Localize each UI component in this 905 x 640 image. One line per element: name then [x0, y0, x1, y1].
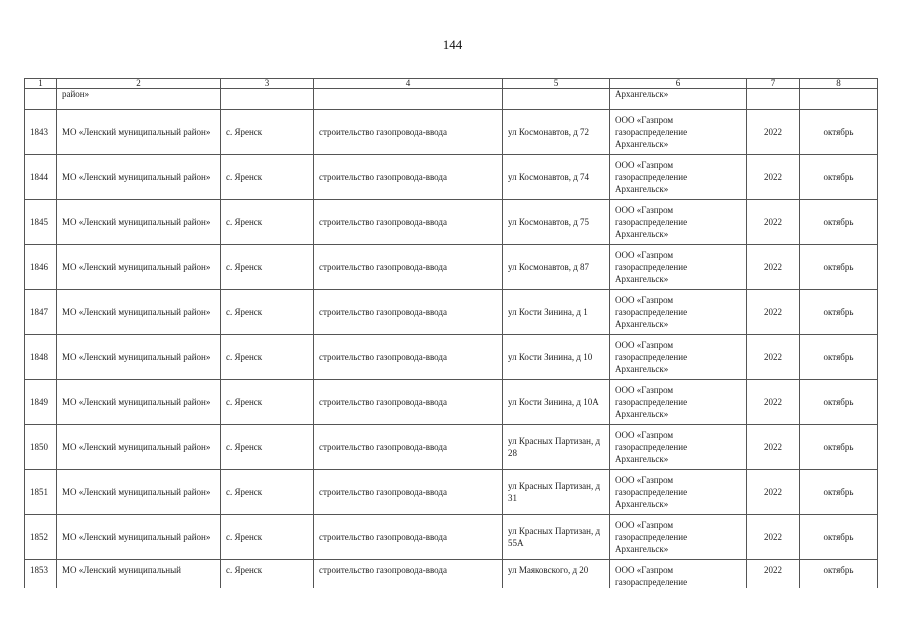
cell-address: ул Космонавтов, д 87 [503, 245, 610, 290]
column-number: 6 [610, 79, 747, 89]
cell-work-type: строительство газопровода-ввода [314, 245, 503, 290]
cell-empty [800, 89, 878, 110]
cell-locality: с. Яренск [221, 425, 314, 470]
cell-district: район» [57, 89, 221, 110]
cell-year: 2022 [747, 425, 800, 470]
cell-district: МО «Ленский муниципальный район» [57, 110, 221, 155]
column-number: 2 [57, 79, 221, 89]
cell-operator: ООО «Газпром газораспределение Архангельск» [610, 155, 747, 200]
cell-year: 2022 [747, 200, 800, 245]
cell-locality: с. Яренск [221, 200, 314, 245]
cell-month: октябрь [800, 470, 878, 515]
cell-work-type: строительство газопровода-ввода [314, 200, 503, 245]
cell-work-type: строительство газопровода-ввода [314, 515, 503, 560]
cell-district: МО «Ленский муниципальный район» [57, 425, 221, 470]
continuation-row [25, 89, 878, 110]
table-row [25, 380, 878, 425]
cell-operator: ООО «Газпром газораспределение Архангельск» [610, 335, 747, 380]
cell-year: 2022 [747, 110, 800, 155]
table-row [25, 245, 878, 290]
cell-number: 1850 [25, 425, 57, 470]
cell-locality: с. Яренск [221, 470, 314, 515]
cell-address: ул Кости Зинина, д 1 [503, 290, 610, 335]
cell-year: 2022 [747, 515, 800, 560]
table-row [25, 110, 878, 155]
column-number: 7 [747, 79, 800, 89]
column-number: 3 [221, 79, 314, 89]
records-table [24, 78, 878, 588]
cell-year: 2022 [747, 380, 800, 425]
cell-month: октябрь [800, 335, 878, 380]
cell-year: 2022 [747, 155, 800, 200]
cell-number: 1851 [25, 470, 57, 515]
column-number-row [25, 79, 878, 89]
table-row [25, 470, 878, 515]
cell-month: октябрь [800, 425, 878, 470]
cell-address: ул Космонавтов, д 72 [503, 110, 610, 155]
cell-operator: Архангельск» [610, 89, 747, 110]
cell-work-type: строительство газопровода-ввода [314, 290, 503, 335]
cell-month: октябрь [800, 200, 878, 245]
cell-address: ул Космонавтов, д 74 [503, 155, 610, 200]
cell-work-type: строительство газопровода-ввода [314, 560, 503, 589]
table-row [25, 335, 878, 380]
cell-year: 2022 [747, 290, 800, 335]
column-number: 1 [25, 79, 57, 89]
cell-locality: с. Яренск [221, 335, 314, 380]
cell-district: МО «Ленский муниципальный район» [57, 380, 221, 425]
cell-operator: ООО «Газпром газораспределение Архангельск» [610, 470, 747, 515]
cell-empty [747, 89, 800, 110]
cell-empty [503, 89, 610, 110]
cell-number: 1846 [25, 245, 57, 290]
cell-month: октябрь [800, 155, 878, 200]
cell-address: ул Маяковского, д 20 [503, 560, 610, 589]
cell-year: 2022 [747, 470, 800, 515]
cell-district: МО «Ленский муниципальный район» [57, 200, 221, 245]
table-row [25, 515, 878, 560]
cell-district: МО «Ленский муниципальный район» [57, 155, 221, 200]
cell-month: октябрь [800, 110, 878, 155]
cell-work-type: строительство газопровода-ввода [314, 110, 503, 155]
cell-locality: с. Яренск [221, 110, 314, 155]
cell-operator: ООО «Газпром газораспределение Архангельск» [610, 425, 747, 470]
cell-empty [221, 89, 314, 110]
table-row [25, 155, 878, 200]
cell-work-type: строительство газопровода-ввода [314, 335, 503, 380]
column-number: 8 [800, 79, 878, 89]
cell-number: 1847 [25, 290, 57, 335]
cell-district: МО «Ленский муниципальный район» [57, 335, 221, 380]
page-number: 144 [442, 37, 463, 52]
cell-work-type: строительство газопровода-ввода [314, 380, 503, 425]
cell-number: 1848 [25, 335, 57, 380]
table-row [25, 200, 878, 245]
cell-number: 1843 [25, 110, 57, 155]
cell-operator: ООО «Газпром газораспределение Архангельск» [610, 380, 747, 425]
cell-operator: ООО «Газпром газораспределение Архангельск» [610, 245, 747, 290]
table-row [25, 560, 878, 589]
cell-district: МО «Ленский муниципальный район» [57, 515, 221, 560]
cell-number: 1849 [25, 380, 57, 425]
cell-address: ул Кости Зинина, д 10 [503, 335, 610, 380]
cell-number: 1853 [25, 560, 57, 589]
cell-locality: с. Яренск [221, 380, 314, 425]
cell-month: октябрь [800, 515, 878, 560]
cell-empty [25, 89, 57, 110]
column-number: 5 [503, 79, 610, 89]
table-row [25, 290, 878, 335]
cell-work-type: строительство газопровода-ввода [314, 425, 503, 470]
cell-number: 1852 [25, 515, 57, 560]
cell-locality: с. Яренск [221, 155, 314, 200]
cell-locality: с. Яренск [221, 560, 314, 589]
cell-empty [314, 89, 503, 110]
cell-district: МО «Ленский муниципальный район» [57, 245, 221, 290]
cell-work-type: строительство газопровода-ввода [314, 155, 503, 200]
cell-locality: с. Яренск [221, 515, 314, 560]
cell-year: 2022 [747, 335, 800, 380]
cell-operator: ООО «Газпром газораспределение Архангельск» [610, 515, 747, 560]
cell-operator: ООО «Газпром газораспределение Архангельск» [610, 110, 747, 155]
cell-address: ул Кости Зинина, д 10А [503, 380, 610, 425]
cell-locality: с. Яренск [221, 290, 314, 335]
cell-month: октябрь [800, 380, 878, 425]
cell-district: МО «Ленский муниципальный район» [57, 470, 221, 515]
cell-month: октябрь [800, 560, 878, 589]
cell-year: 2022 [747, 560, 800, 589]
cell-address: ул Космонавтов, д 75 [503, 200, 610, 245]
cell-operator: ООО «Газпром газораспределение Архангельск» [610, 200, 747, 245]
cell-month: октябрь [800, 245, 878, 290]
cell-address: ул Красных Партизан, д 28 [503, 425, 610, 470]
column-number: 4 [314, 79, 503, 89]
cell-operator: ООО «Газпром газораспределение Архангельск» [610, 290, 747, 335]
cell-address: ул Красных Партизан, д 55А [503, 515, 610, 560]
table-row [25, 425, 878, 470]
cell-year: 2022 [747, 245, 800, 290]
cell-district: МО «Ленский муниципальный район» [57, 290, 221, 335]
cell-address: ул Красных Партизан, д 31 [503, 470, 610, 515]
cell-work-type: строительство газопровода-ввода [314, 470, 503, 515]
cell-district: МО «Ленский муниципальный [57, 560, 221, 589]
cell-locality: с. Яренск [221, 245, 314, 290]
cell-number: 1845 [25, 200, 57, 245]
cell-operator: ООО «Газпром газораспределение [610, 560, 747, 589]
cell-month: октябрь [800, 290, 878, 335]
cell-number: 1844 [25, 155, 57, 200]
